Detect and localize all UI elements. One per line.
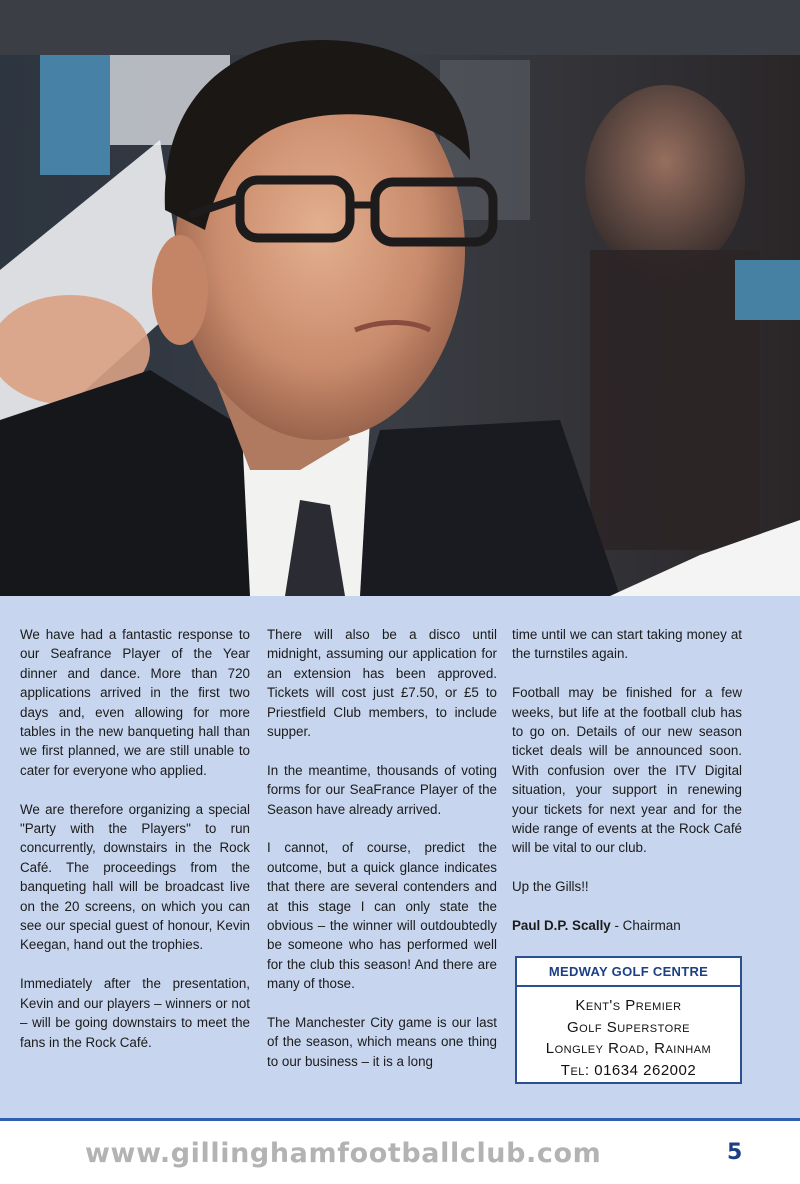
article-paragraph: There will also be a disco until midnight, assuming our application for an extension has been approved. Tickets will cost just £7.50, or £5 to Priestfield Club members, to include supper. (267, 627, 497, 740)
article-column-2 (267, 625, 497, 1091)
advert-line: Kent's Premier (575, 997, 682, 1014)
article-paragraph: Up the Gills!! (512, 879, 589, 895)
article-paragraph: I cannot, of course, predict the outcome, but a quick glance indicates that there are several contenders and at this stage I can only state the obvious – the winner will outdoubtedly be someone who has performed well for the club this season! And there are many of those. (267, 840, 497, 992)
article-paragraph: time until we can start taking money at the turnstiles again. (512, 627, 742, 662)
article-column-1 (20, 625, 250, 1071)
footer-divider (0, 1118, 800, 1121)
page-number: 5 (727, 1140, 743, 1165)
article-paragraph: We have had a fantastic response to our Seafrance Player of the Year dinner and dance. More than 720 applications arrived in the first two days and, even allowing for more tables in the new banqueting hall than we first planned, we are still unable to cater for everyone who applied. (20, 627, 250, 778)
signature-role: - Chairman (610, 918, 681, 934)
article-paragraph: The Manchester City game is our last of the season, which means one thing to our business – it is a long (267, 1015, 497, 1069)
advert-phone: Tel: 01634 262002 (560, 1061, 697, 1079)
golf-centre-advert (515, 956, 742, 1084)
advert-line: Golf Superstore (567, 1018, 690, 1036)
advert-line: Longley Road, Rainham (545, 1040, 712, 1057)
article-paragraph: In the meantime, thousands of voting forms for our SeaFrance Player of the Season have already arrived. (267, 762, 497, 817)
signature (512, 916, 742, 935)
article-column-3 (512, 625, 742, 955)
club-website-url[interactable]: www.gillinghamfootballclub.com (85, 1138, 602, 1169)
article-paragraph: We are therefore organizing a special "Party with the Players" to run concurrently, downstairs in the Rock Café. The proceedings from the banqueting hall will be broadcast live on the 20 screens, on which you can see our special guest of honour, Kevin Keegan, hand out the trophies. (20, 801, 250, 953)
advert-heading: MEDWAY GOLF CENTRE (517, 958, 740, 987)
signature-name: Paul D.P. Scally (512, 918, 611, 934)
article-paragraph: Football may be finished for a few weeks, but life at the football club has to go on. Details of our new season ticket deals will be announced soon. With confusion over the ITV Digital situation, your support in renewing your tickets for next year and for the wide range of events at the Rock Café will be vital to our club. (512, 685, 742, 856)
article-paragraph: Immediately after the presentation, Kevin and our players – winners or not – will be going downstairs to meet the fans in the Rock Café. (20, 976, 250, 1050)
